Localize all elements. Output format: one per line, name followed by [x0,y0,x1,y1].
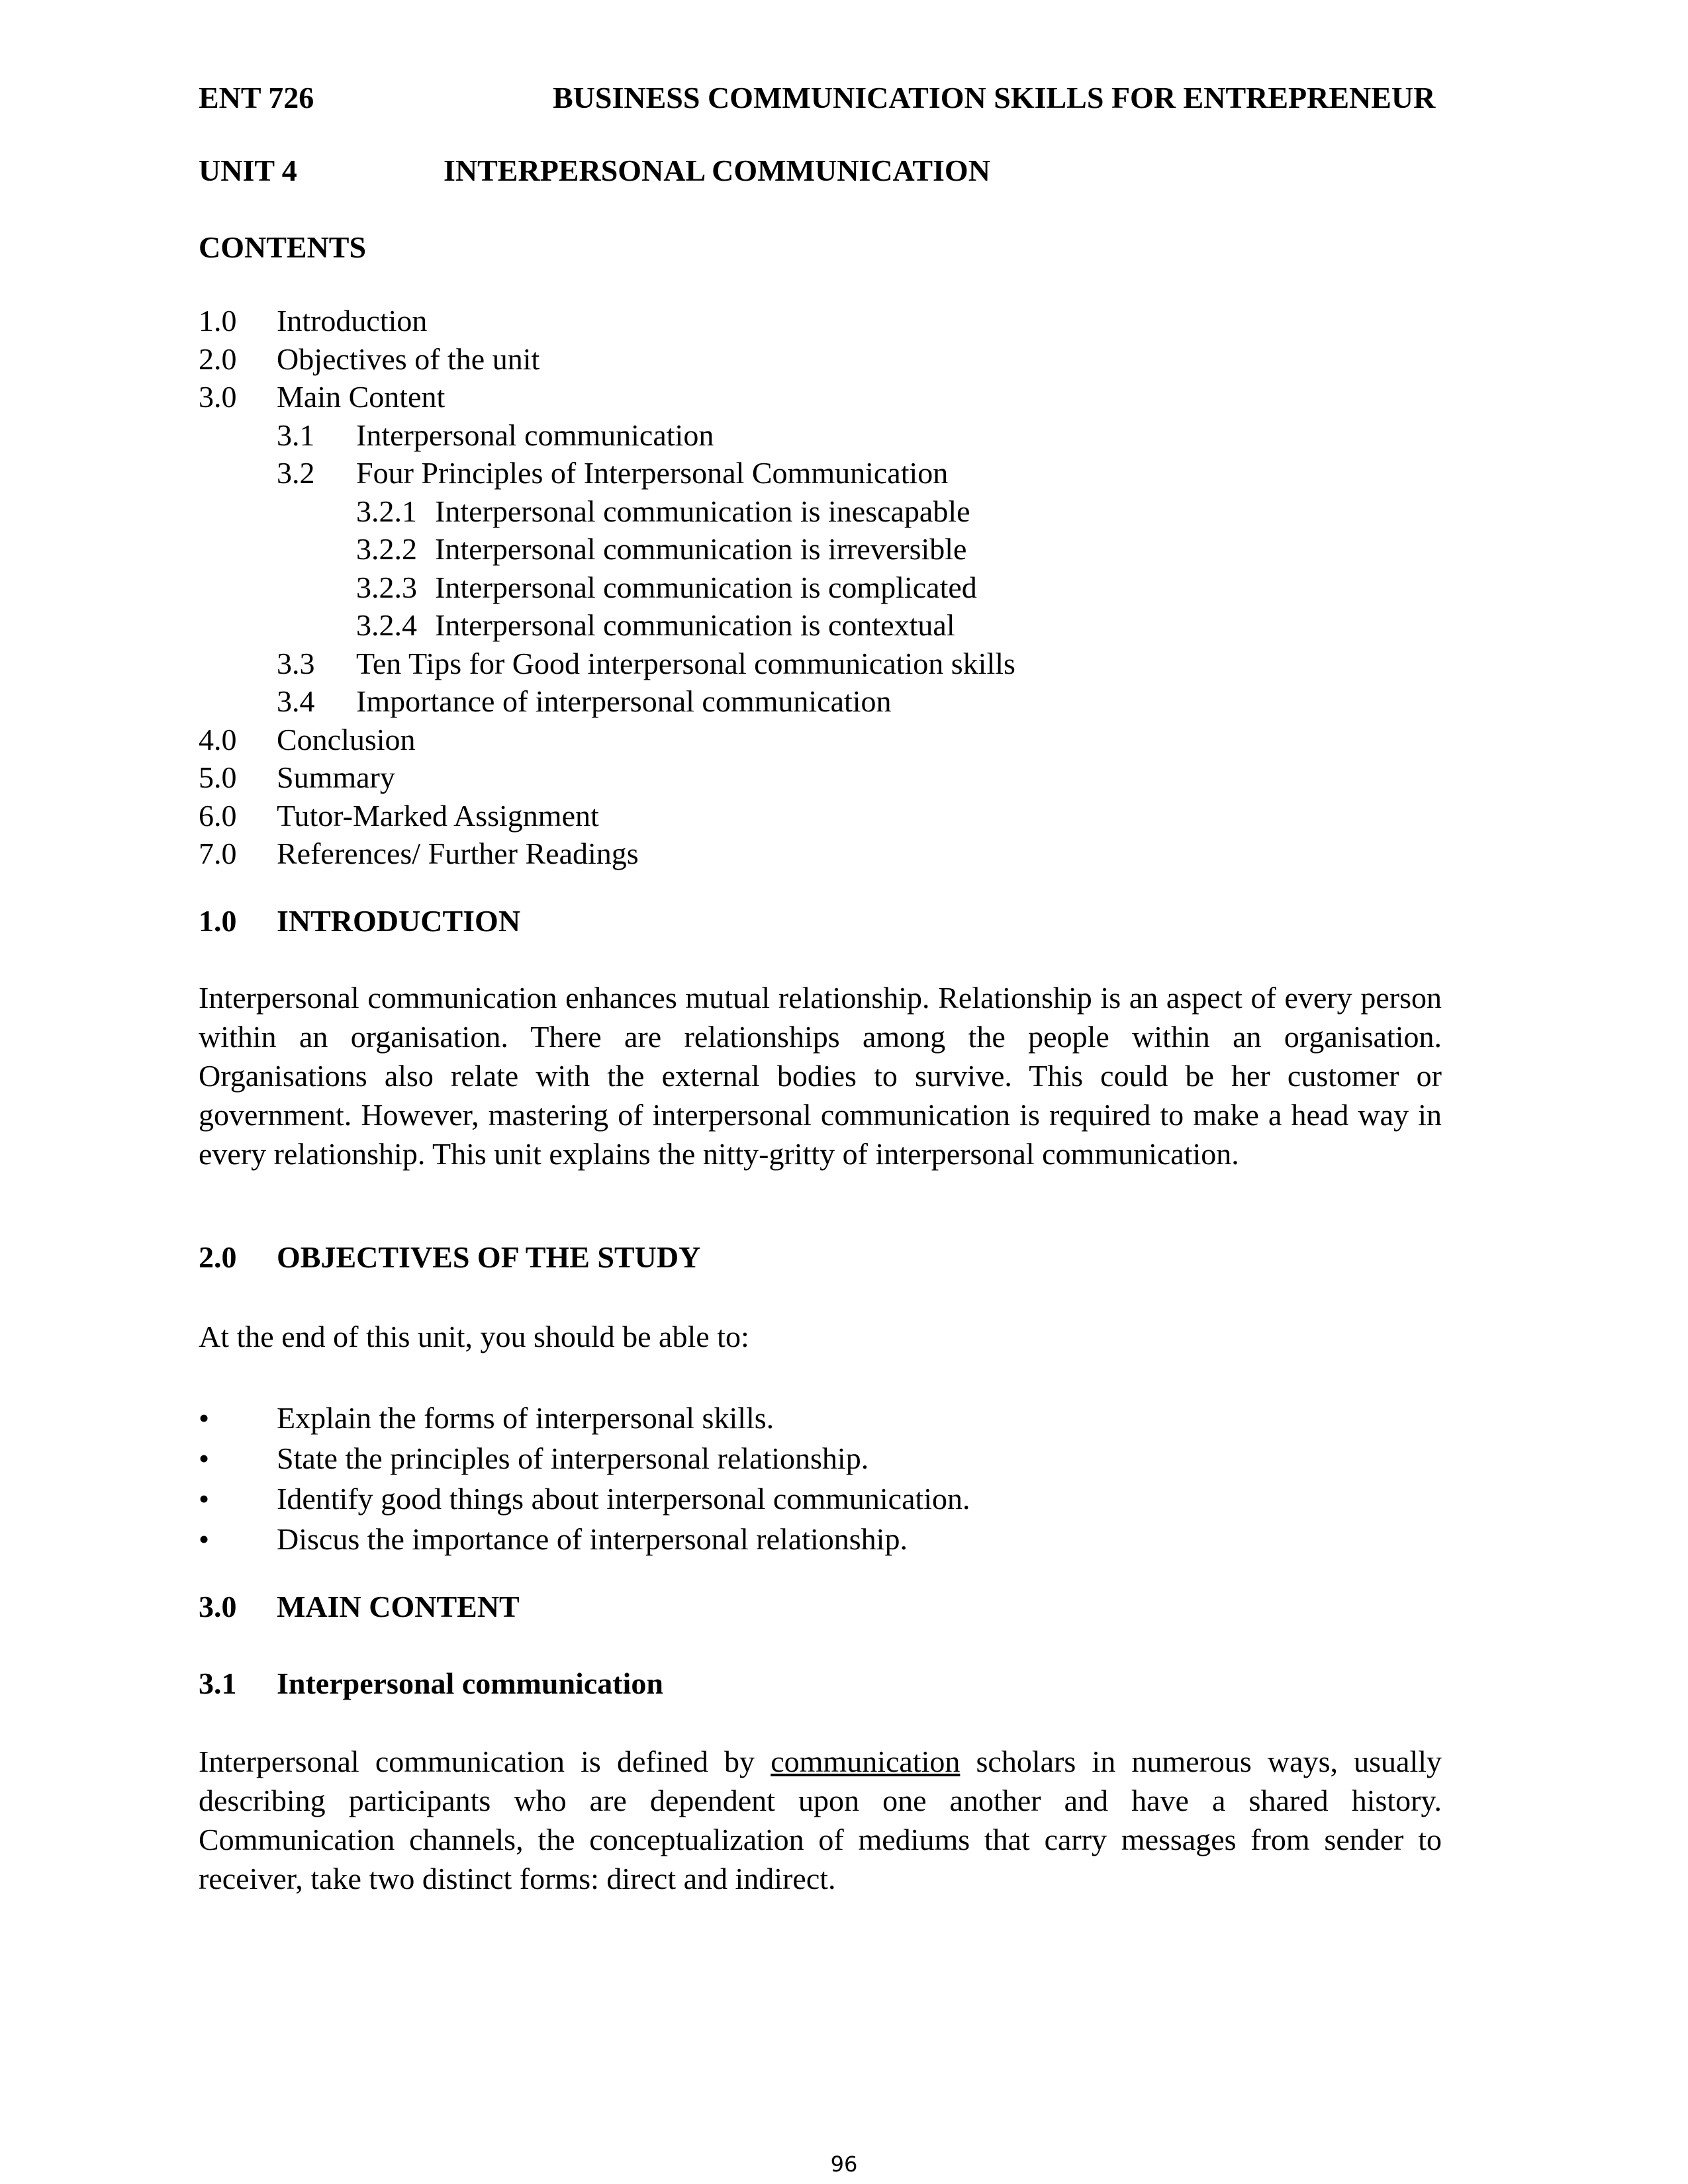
toc-item-label: Interpersonal communication is inescapable [435,494,970,528]
objectives-list [199,1398,1390,1559]
subsection-number: 3.1 [199,1666,237,1700]
toc-item-label: Introduction [277,304,428,338]
introduction-paragraph: Interpersonal communication enhances mutual relationship. Relationship is an aspect of every person within an organisation. There are relationships among the people within an organisation. Organisations also relate with the external bodies to survive. This could be her customer or government. However, mastering of interpersonal communication is required to make a head way in every relationship. This unit explains the nitty-gritty of interpersonal communication. [199,981,1442,1171]
toc-item-number: 6.0 [199,798,237,833]
list-item-text: State the principles of interpersonal relationship. [277,1441,869,1475]
toc-item [199,340,1456,379]
list-item [199,1398,1390,1438]
toc-item [199,645,1456,683]
bullet-icon: • [199,1482,210,1516]
toc-item-label: Importance of interpersonal communication [356,684,892,718]
toc-item [199,835,1456,873]
toc-item-number: 3.2.4 [356,608,417,642]
toc-item-label: Interpersonal communication is complicated [435,570,977,604]
toc-item-label: Four Principles of Interpersonal Communication [356,456,949,490]
toc-item-number: 1.0 [199,304,237,338]
toc-item-number: 4.0 [199,722,237,756]
toc-item-label: Conclusion [277,722,416,756]
paragraph-text-end: scholars in numerous ways, usually describing participants who are dependent upon one another and have a shared history. Communication channels, the conceptualization of mediums that carry messages from sender to receiver, take two distinct forms: direct and indirect. [199,1745,1442,1895]
section-number: 2.0 [199,1240,237,1274]
toc-item-number: 3.1 [277,418,315,452]
toc-item [199,302,1456,340]
section-title: INTRODUCTION [277,904,521,938]
contents-heading: CONTENTS [199,230,367,264]
list-item-text: Explain the forms of interpersonal skills. [277,1401,774,1435]
course-code: ENT 726 [199,81,314,114]
bullet-icon: • [199,1522,210,1556]
toc-item-label: Objectives of the unit [277,341,540,376]
section-title: MAIN CONTENT [277,1590,520,1623]
bullet-icon: • [199,1401,210,1435]
running-header [199,78,1473,118]
objectives-lead: At the end of this unit, you should be able to: [199,1320,749,1353]
paragraph-text-start: Interpersonal communication is defined by [199,1745,755,1778]
toc-item-label: Interpersonal communication is contextual [435,608,955,642]
toc-item-number: 7.0 [199,837,237,870]
toc-item-label: Tutor-Marked Assignment [277,798,599,833]
unit-title: INTERPERSONAL COMMUNICATION [444,154,990,187]
toc-item-number: 3.4 [277,684,315,718]
toc-item-label: References/ Further Readings [277,837,639,870]
subsection-title: Interpersonal communication [277,1666,663,1700]
bullet-icon: • [199,1441,210,1475]
toc-item [199,721,1456,759]
communication-link[interactable]: communication [771,1745,961,1778]
toc-item [199,797,1456,835]
toc-item [199,569,1456,607]
toc-item [199,378,1456,416]
toc-item-number: 2.0 [199,341,237,376]
toc-item-label: Main Content [277,380,445,414]
list-item-text: Identify good things about interpersonal communication. [277,1482,970,1516]
unit-number: UNIT 4 [199,154,297,187]
section-number: 1.0 [199,904,237,938]
toc-item [199,492,1456,531]
toc-item-number: 3.2 [277,456,315,490]
list-item-text: Discus the importance of interpersonal relationship. [277,1522,908,1556]
toc-item-number: 3.2.3 [356,570,417,604]
toc-item [199,682,1456,721]
toc-item-number: 3.0 [199,380,237,414]
toc-item-number: 3.2.1 [356,494,417,528]
course-title: BUSINESS COMMUNICATION SKILLS FOR ENTREPRENEUR [553,81,1436,114]
toc-item [199,530,1456,569]
toc-item [199,758,1456,797]
table-of-contents [199,302,1456,873]
list-item [199,1438,1390,1479]
interpersonal-paragraph [199,1742,1442,1898]
toc-item-number: 5.0 [199,760,237,794]
toc-item-label: Ten Tips for Good interpersonal communication skills [356,646,1015,680]
toc-item-label: Summary [277,760,395,794]
list-item [199,1479,1390,1519]
toc-item [199,416,1456,455]
list-item [199,1519,1390,1559]
toc-item-number: 3.3 [277,646,315,680]
section-title: OBJECTIVES OF THE STUDY [277,1240,701,1274]
page-number: 96 [830,2152,858,2177]
toc-item [199,454,1456,492]
toc-item [199,606,1456,645]
section-number: 3.0 [199,1590,237,1623]
toc-item-label: Interpersonal communication is irreversible [435,532,967,566]
toc-item-label: Interpersonal communication [356,418,714,452]
toc-item-number: 3.2.2 [356,532,417,566]
